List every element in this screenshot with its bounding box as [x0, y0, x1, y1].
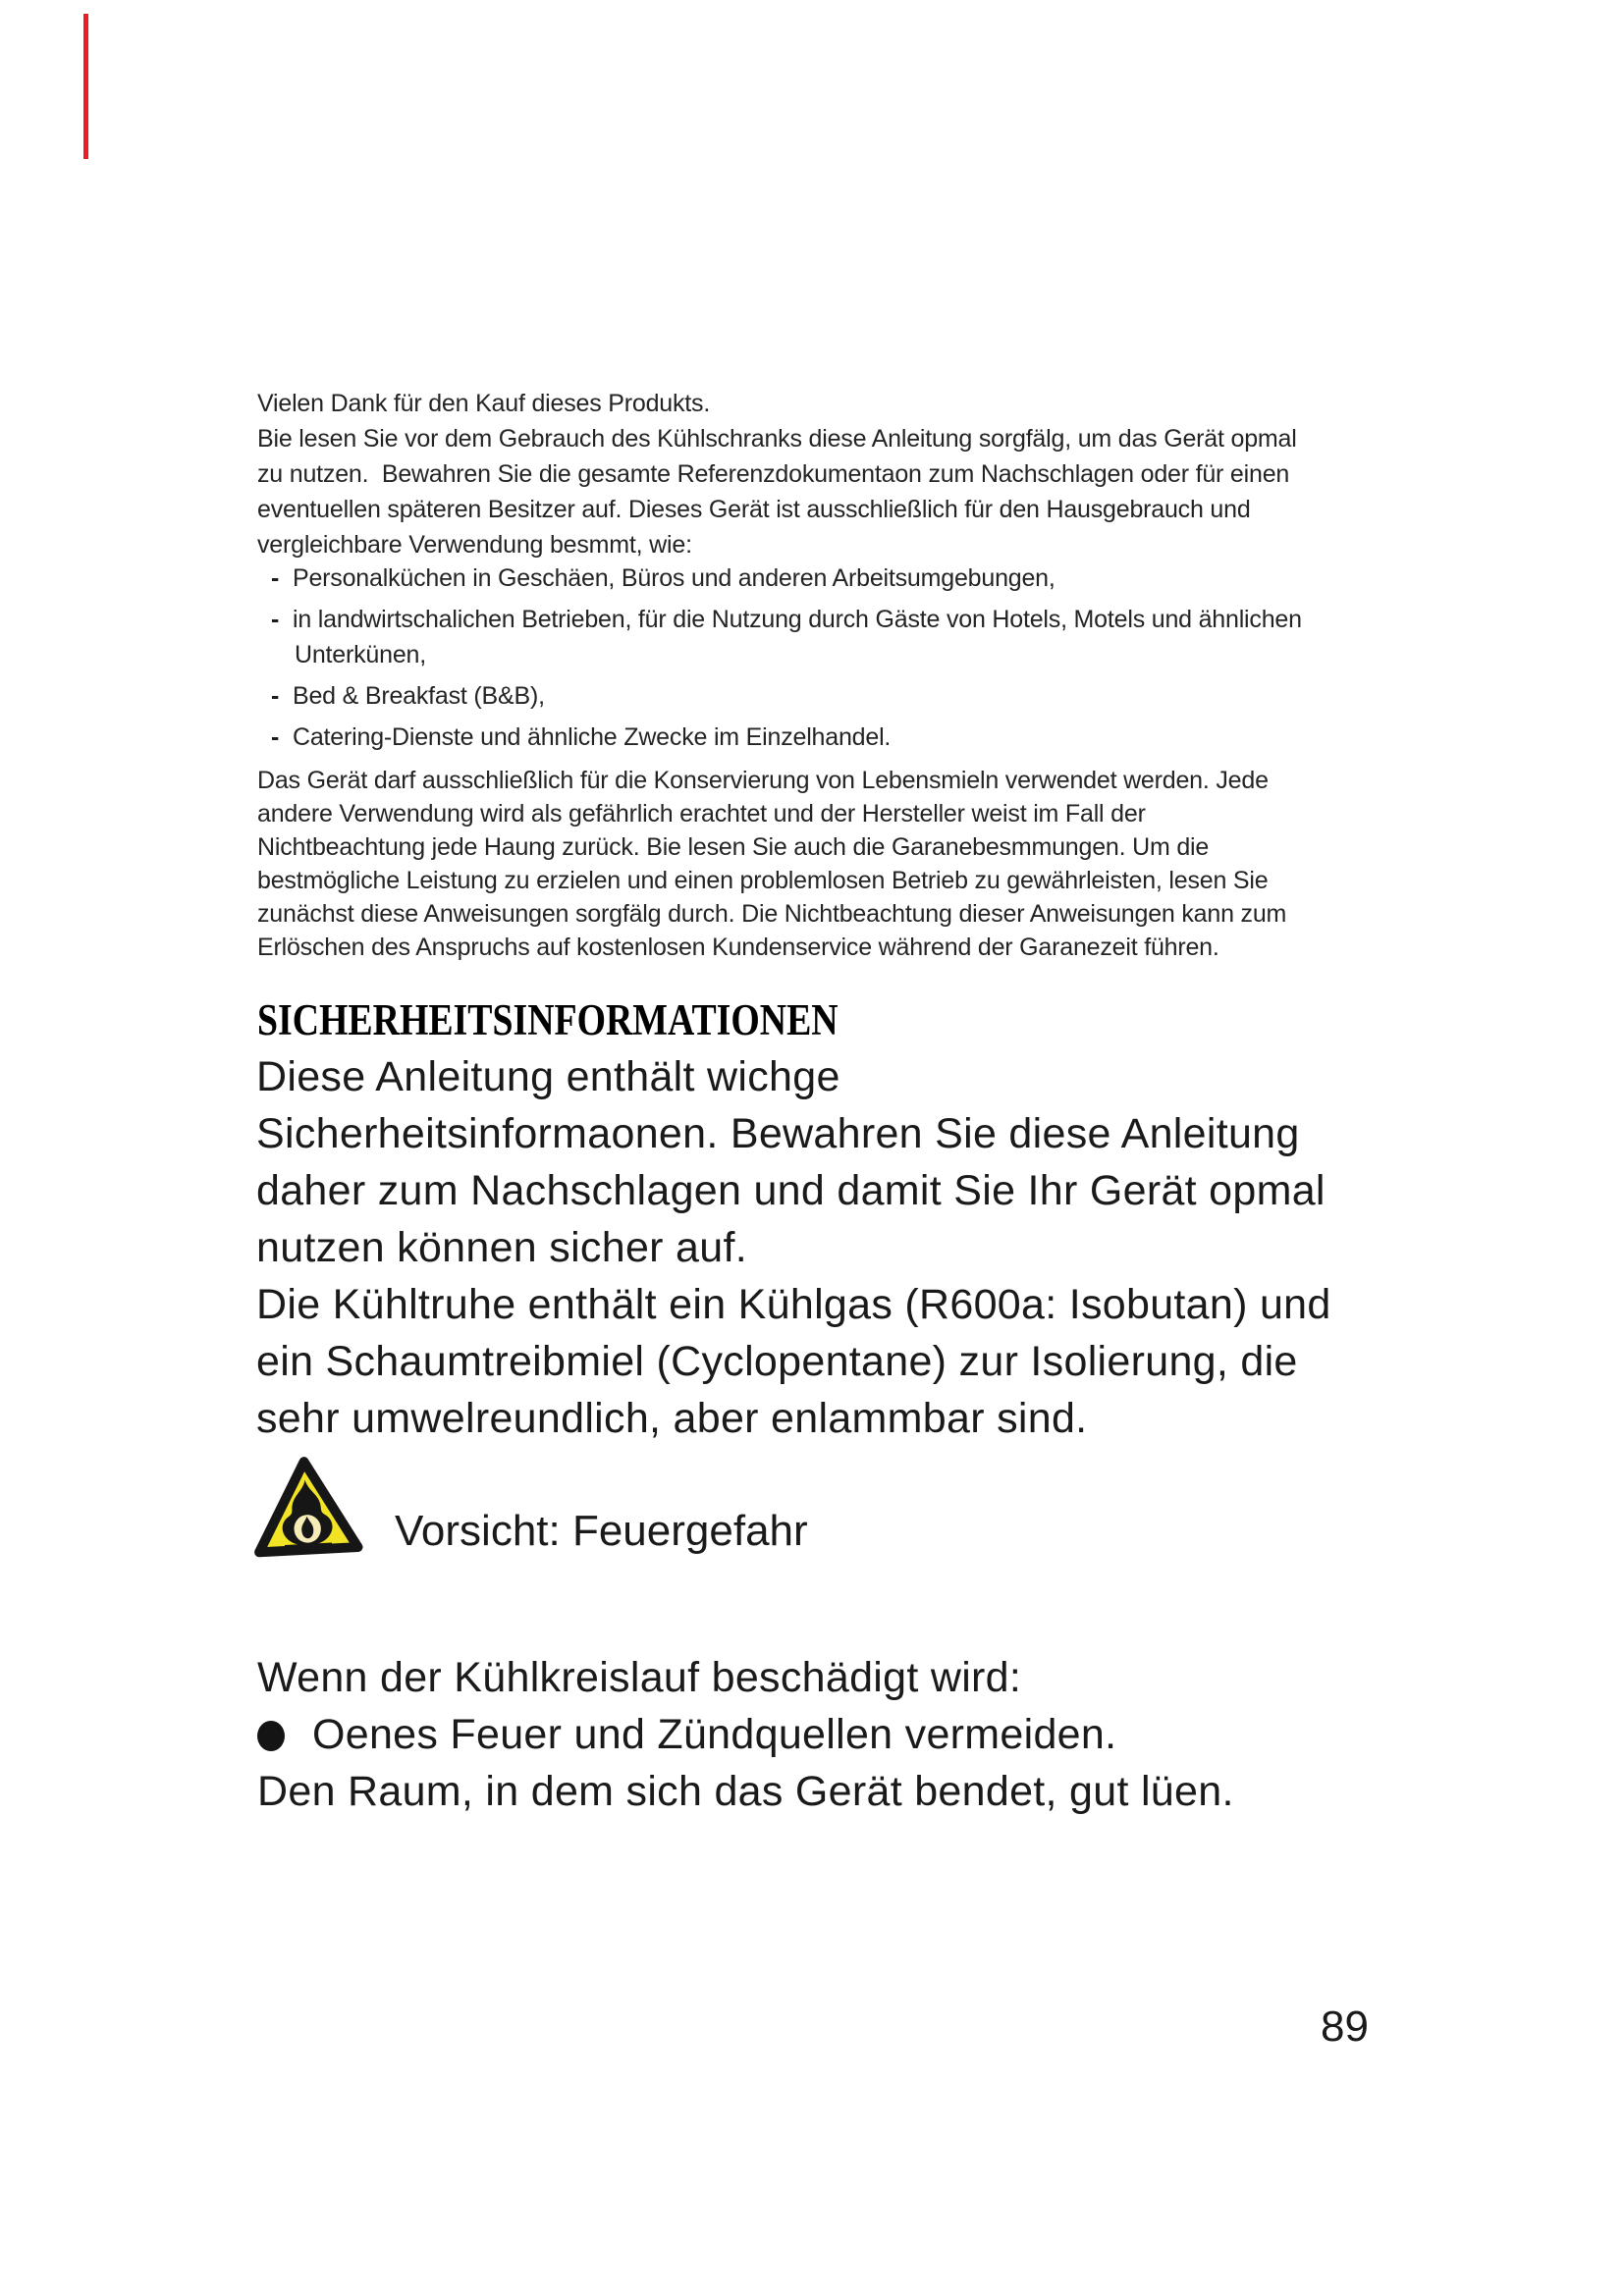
section-heading: SICHERHEITSINFORMATIONEN: [257, 995, 839, 1044]
safety-line: Diese Anleitung enthält wichge: [256, 1053, 840, 1100]
flammable-warning-triangle-icon: [246, 1451, 365, 1563]
safety-line: Die Kühltruhe enthält ein Kühlgas (R600a: Isobutan) und: [256, 1281, 1331, 1328]
usage-item: [271, 602, 1302, 637]
safety-line: sehr umwelreundlich, aber enlammbar sind.: [256, 1395, 1088, 1442]
usage-list: [271, 561, 1302, 761]
fire-warning-label: Vorsicht: Feuergefahr: [395, 1507, 808, 1555]
damage-bullet-row: [257, 1706, 1234, 1763]
red-scan-artifact: [83, 14, 88, 159]
disclaimer-line: Das Gerät darf ausschließlich für die Konservierung von Lebensmieln verwendet werden. Jede: [257, 767, 1269, 794]
intro-line: vergleichbare Verwendung besmmt, wie:: [257, 531, 692, 559]
safety-line: daher zum Nachschlagen und damit Sie Ihr Gerät opmal: [256, 1167, 1326, 1214]
safety-line: ein Schaumtreibmiel (Cyclopentane) zur Isolierung, die: [256, 1338, 1298, 1385]
damage-bullet-text: Oenes Feuer und Zündquellen vermeiden.: [312, 1711, 1117, 1758]
disclaimer-line: Erlöschen des Anspruchs auf kostenlosen Kundenservice während der Garanezeit führen.: [257, 934, 1219, 961]
usage-item: [271, 561, 1302, 596]
damage-closing-line: Den Raum, in dem sich das Gerät bendet, gut lüen.: [257, 1768, 1234, 1815]
disclaimer-line: zunächst diese Anweisungen sorgfälg durch. Die Nichtbeachtung dieser Anweisungen kann zum: [257, 900, 1287, 928]
damage-heading-line: Wenn der Kühlkreislauf beschädigt wird:: [257, 1654, 1022, 1701]
usage-item: [271, 678, 1302, 714]
dash-bullet: -: [271, 606, 280, 633]
intro-paragraph: [257, 386, 1297, 562]
disclaimer-line: andere Verwendung wird als gefährlich erachtet und der Hersteller weist im Fall der: [257, 800, 1146, 828]
usage-item: [271, 720, 1302, 755]
disclaimer-line: Nichtbeachtung jede Haung zurück. Bie lesen Sie auch die Garanebesmmungen. Um die: [257, 833, 1210, 861]
disclaimer-line: bestmögliche Leistung zu erzielen und einen problemlosen Betrieb zu gewährleisten, lesen Sie: [257, 867, 1269, 894]
disclaimer-paragraph: [257, 764, 1286, 964]
intro-line: Vielen Dank für den Kauf dieses Produkts.: [257, 390, 711, 417]
usage-item-text: in landwirtschalichen Betrieben, für die Nutzung durch Gäste von Hotels, Motels und ähnlichen: [293, 606, 1302, 633]
safety-paragraph: [256, 1048, 1331, 1447]
safety-line: Sicherheitsinformaonen. Bewahren Sie diese Anleitung: [256, 1110, 1300, 1157]
usage-item-text: Personalküchen in Geschäen, Büros und anderen Arbeitsumgebungen,: [293, 564, 1056, 592]
usage-item-text: Catering-Dienste und ähnliche Zwecke im Einzelhandel.: [293, 723, 892, 751]
usage-item-text: Bed & Breakfast (B&B),: [293, 682, 545, 710]
dash-bullet: -: [271, 564, 280, 592]
dash-bullet: -: [271, 682, 280, 710]
page-number: 89: [1321, 2002, 1369, 2051]
usage-item-continuation: Unterkünen,: [295, 641, 426, 668]
intro-line: eventuellen späteren Besitzer auf. Dieses Gerät ist ausschließlich für den Hausgebrauch und: [257, 496, 1251, 523]
intro-line: zu nutzen. Bewahren Sie die gesamte Referenzdokumentaon zum Nachschlagen oder für einen: [257, 460, 1290, 488]
safety-line: nutzen können sicher auf.: [256, 1224, 747, 1271]
dot-bullet-icon: [257, 1721, 285, 1751]
dash-bullet: -: [271, 723, 280, 751]
intro-line: Bie lesen Sie vor dem Gebrauch des Kühlschranks diese Anleitung sorgfälg, um das Gerät opmal: [257, 425, 1297, 453]
damage-section: [257, 1649, 1234, 1820]
